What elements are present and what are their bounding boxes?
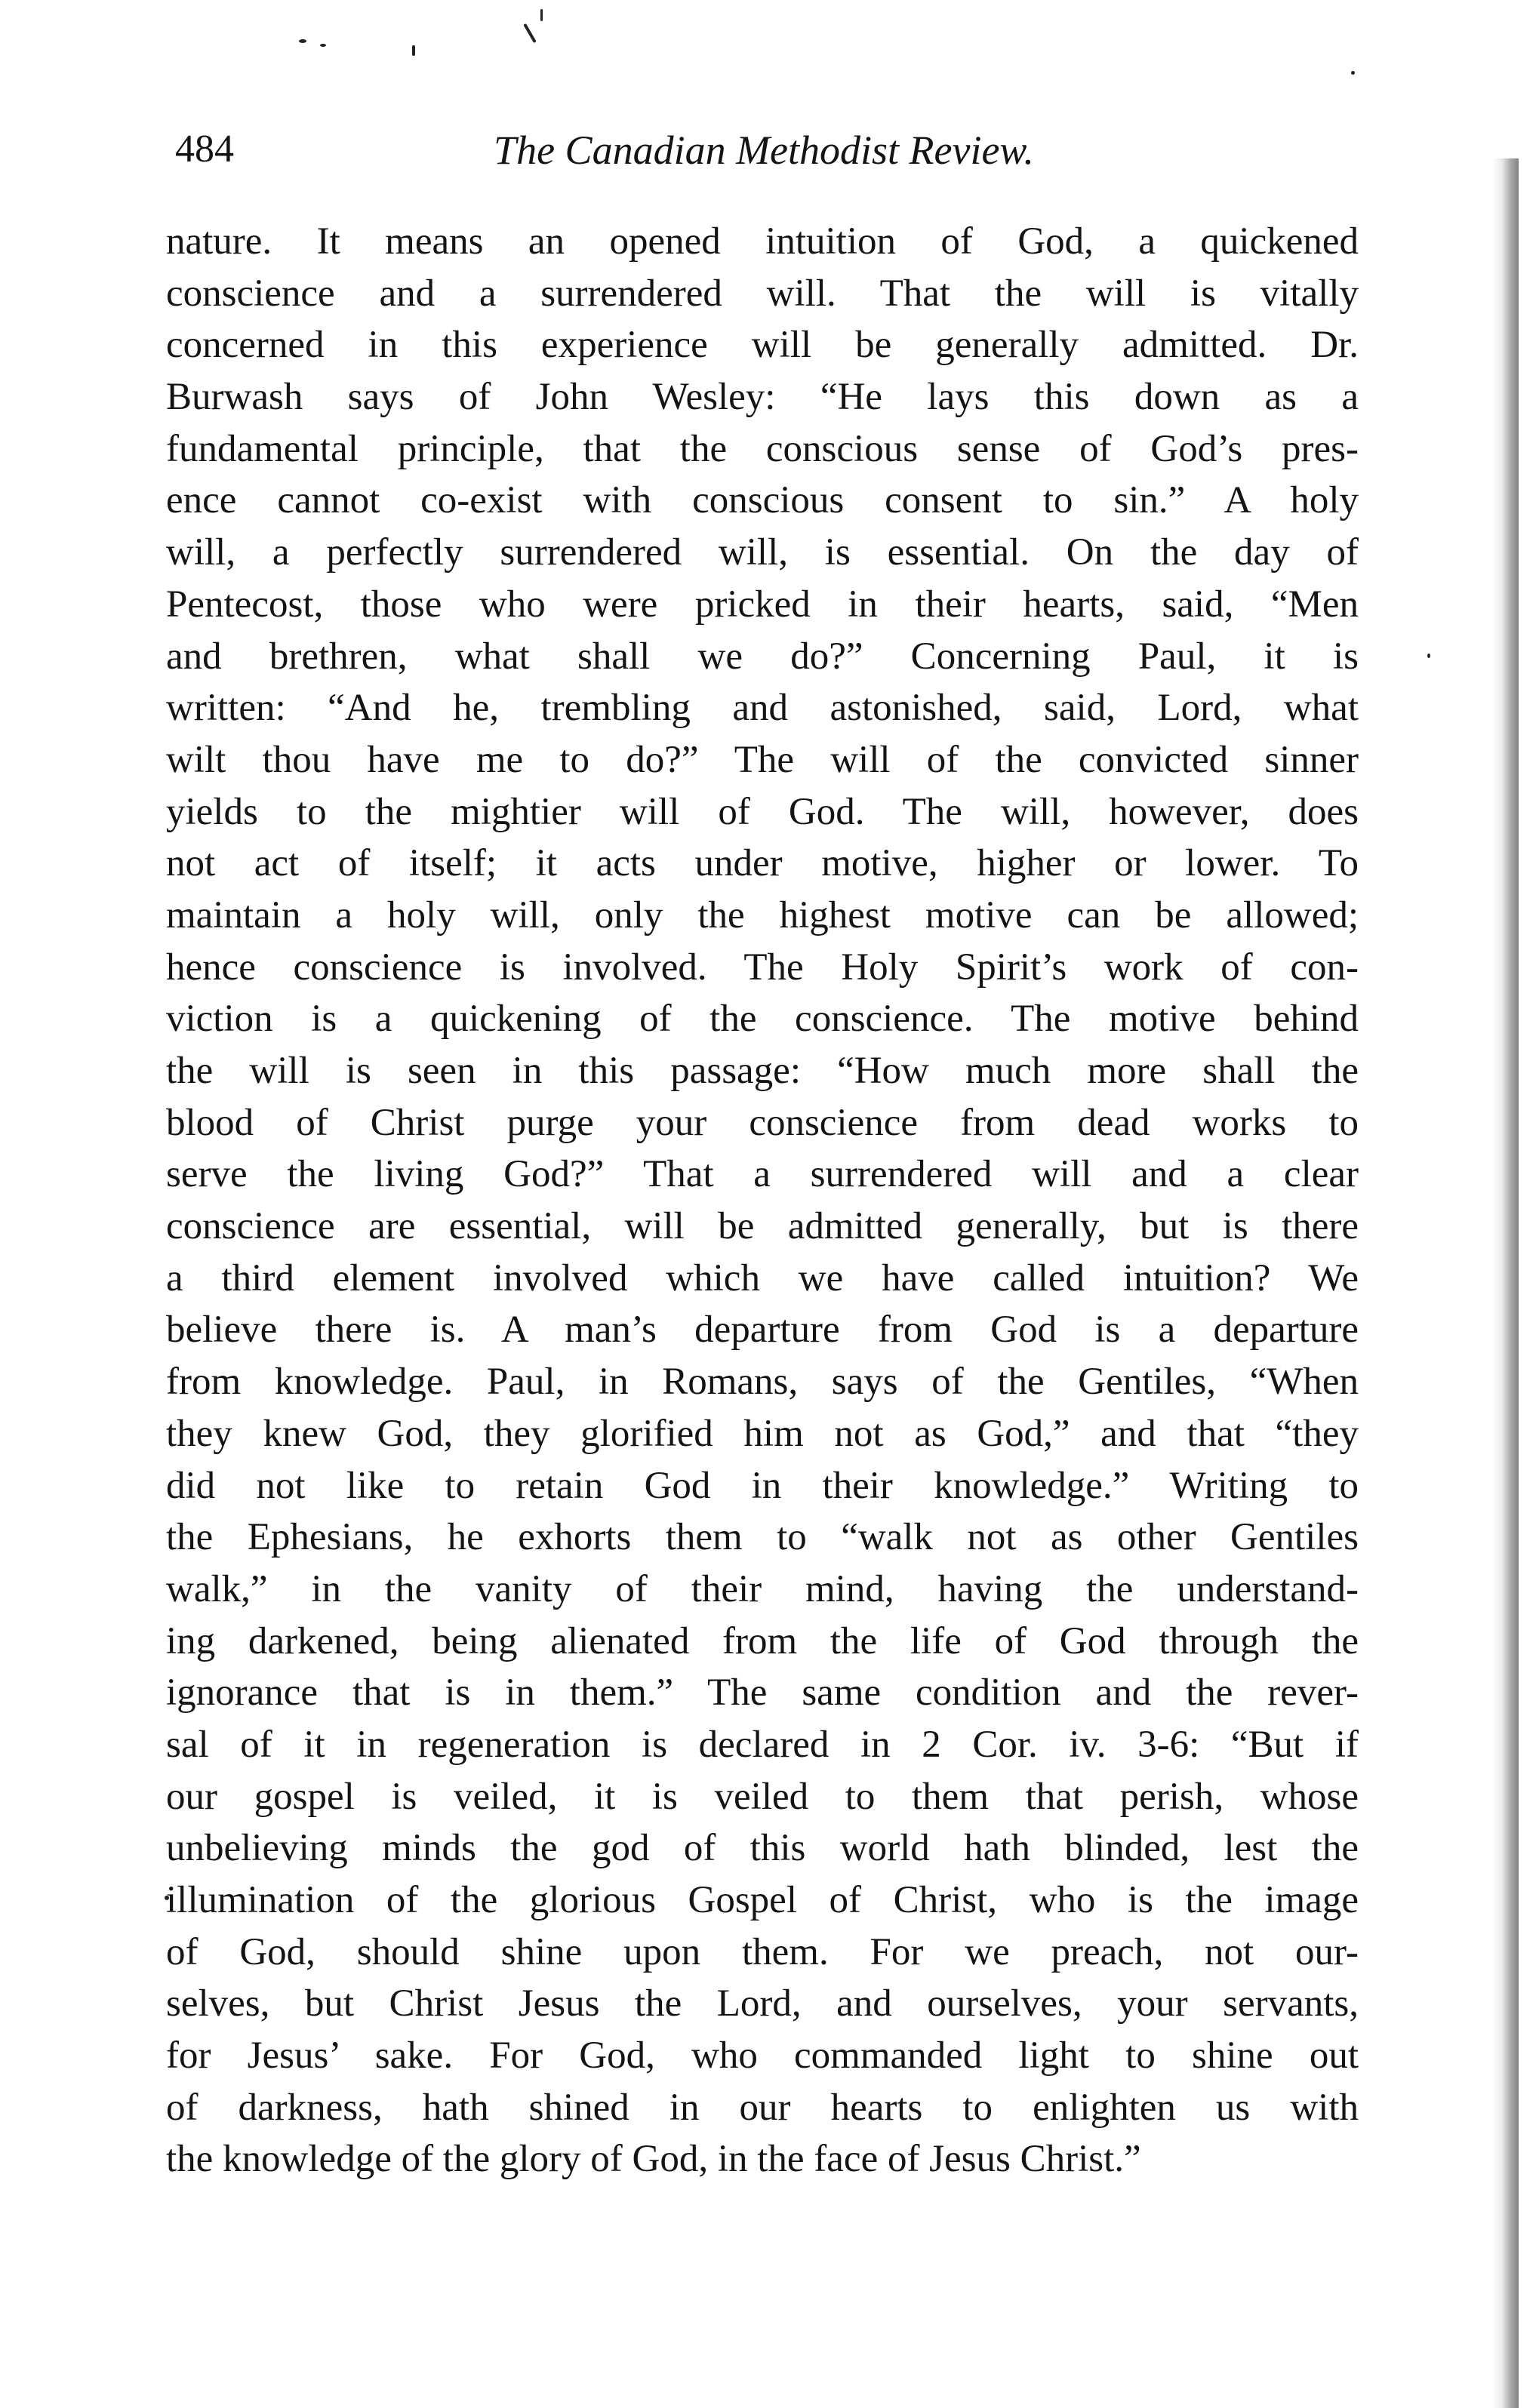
text-line: conscience are essential, will be admitted generally, but is there — [166, 1205, 1359, 1248]
text-line: did not like to retain God in their knowledge.” Writing to — [166, 1464, 1359, 1507]
page-number: 484 — [175, 128, 234, 171]
text-line: serve the living God?” That a surrendered will and a clear — [166, 1153, 1359, 1196]
text-line: believe there is. A man’s departure from God is a departure — [166, 1309, 1359, 1352]
text-line: written: “And he, trembling and astonished, said, Lord, what — [166, 687, 1359, 730]
text-line: from knowledge. Paul, in Romans, says of the Gentiles, “When — [166, 1361, 1359, 1404]
scan-speck — [299, 39, 306, 43]
text-line: the knowledge of the glory of God, in the face of Jesus Christ.” — [166, 2138, 1141, 2181]
text-line: our gospel is veiled, it is veiled to them that perish, whose — [166, 1775, 1359, 1818]
text-line: walk,” in the vanity of their mind, having the understand- — [166, 1567, 1359, 1610]
scan-speck — [1351, 71, 1355, 75]
text-line: of darkness, hath shined in our hearts to enlighten us with — [166, 2086, 1359, 2129]
text-line: selves, but Christ Jesus the Lord, and ourselves, your servants, — [166, 1982, 1359, 2025]
text-line: ing darkened, being alienated from the life of God through the — [166, 1619, 1359, 1662]
text-line: the Ephesians, he exhorts them to “walk not as other Gentiles — [166, 1516, 1359, 1559]
text-line: the will is seen in this passage: “How much more shall the — [166, 1050, 1359, 1092]
scan-speck — [320, 44, 326, 47]
scan-speck — [1427, 654, 1430, 658]
text-line: not act of itself; it acts under motive, higher or lower. To — [166, 842, 1359, 885]
scan-speck — [540, 9, 543, 21]
text-line: yields to the mightier will of God. The will, however, does — [166, 790, 1359, 833]
text-line: conscience and a surrendered will. That the will is vitally — [166, 272, 1359, 315]
text-line: Burwash says of John Wesley: “He lays this down as a — [166, 376, 1359, 419]
text-line: blood of Christ purge your conscience from dead works to — [166, 1101, 1359, 1144]
text-line: concerned in this experience will be generally admitted. Dr. — [166, 324, 1359, 367]
text-line: wilt thou have me to do?” The will of the convicted sinner — [166, 738, 1359, 781]
text-line: sal of it in regeneration is declared in 2 Cor. iv. 3-6: “But if — [166, 1723, 1359, 1766]
text-line: ence cannot co-exist with conscious consent to sin.” A holy — [166, 479, 1359, 522]
scan-speck — [412, 45, 415, 56]
text-line: Pentecost, those who were pricked in their hearts, said, “Men — [166, 583, 1359, 626]
text-line: a third element involved which we have called intuition? We — [166, 1256, 1359, 1299]
text-line: fundamental principle, that the conscious sense of God’s pres- — [166, 427, 1359, 470]
running-title: The Canadian Methodist Review. — [494, 128, 1034, 173]
text-line: for Jesus’ sake. For God, who commanded light to shine out — [166, 2034, 1359, 2077]
text-line: viction is a quickening of the conscience. The motive behind — [166, 998, 1359, 1041]
scan-speck — [523, 23, 536, 43]
text-line: hence conscience is involved. The Holy Spirit’s work of con- — [166, 946, 1359, 989]
running-header — [175, 127, 1353, 180]
text-line: and brethren, what shall we do?” Concerning Paul, it is — [166, 635, 1359, 678]
text-line: will, a perfectly surrendered will, is essential. On the day of — [166, 531, 1359, 574]
text-line: of God, should shine upon them. For we preach, not our- — [166, 1930, 1359, 1973]
page-edge-shadow — [1493, 158, 1519, 2408]
text-line: nature. It means an opened intuition of God, a quickened — [166, 220, 1359, 263]
text-line: they knew God, they glorified him not as God,” and that “they — [166, 1412, 1359, 1455]
text-line: unbelieving minds the god of this world hath blinded, lest the — [166, 1827, 1359, 1870]
text-line: ignorance that is in them.” The same condition and the rever- — [166, 1671, 1359, 1715]
body-text — [166, 216, 1359, 2185]
text-line: maintain a holy will, only the highest motive can be allowed; — [166, 893, 1359, 936]
text-line: illumination of the glorious Gospel of Christ, who is the image — [166, 1879, 1359, 1921]
